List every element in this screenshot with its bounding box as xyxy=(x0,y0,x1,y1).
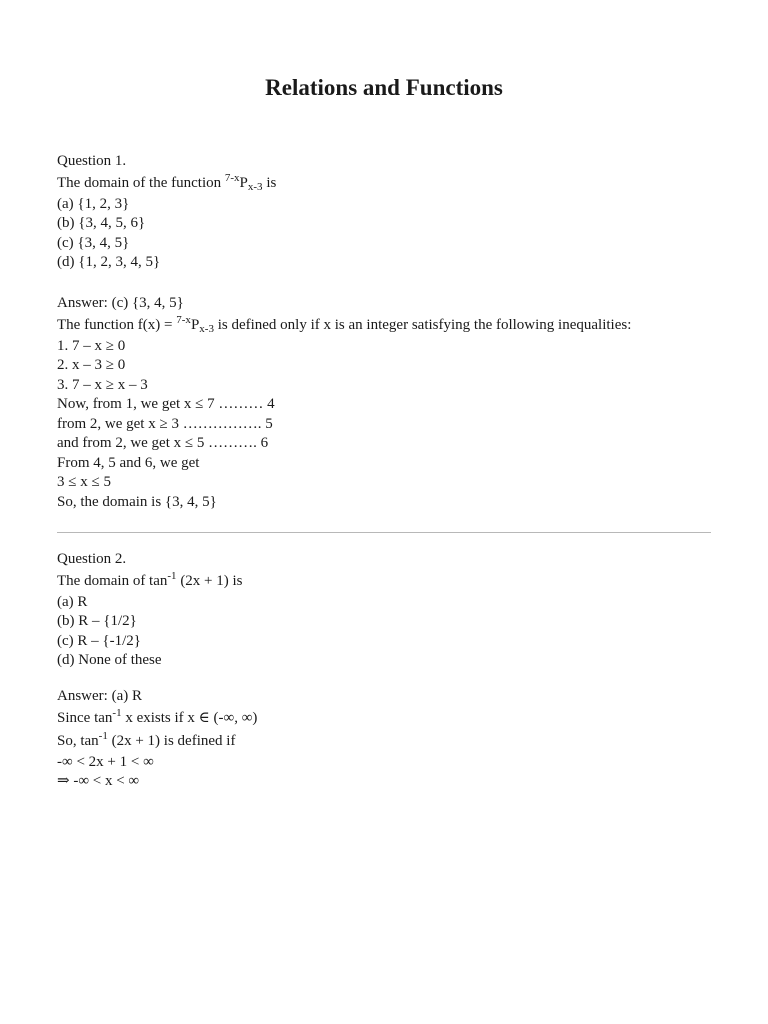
question-2 xyxy=(57,550,717,671)
answer-2-so: So, $\tan^{-1} (2x + 1)$ is defined if xyxy=(57,729,236,749)
question-2-option-d: (d) None of these xyxy=(57,652,162,668)
question-1-option-b: (b) {3, 4, 5, 6} xyxy=(57,215,146,231)
question-1-option-a: (a) {1, 2, 3} xyxy=(57,195,130,212)
answer-2 xyxy=(57,687,717,792)
question-2-label: Question 2. xyxy=(57,551,127,567)
answer-2-label: Answer: (a) R xyxy=(57,688,142,704)
answer-1-label: Answer: (c) {3, 4, 5} xyxy=(57,295,184,311)
answer-1-step: from 2, we get x ≥ 3 ……………. 5 xyxy=(57,415,273,432)
question-2-stem: The domain of $\tan^{-1} (2x + 1)$ is xyxy=(57,569,243,589)
section-divider xyxy=(57,532,711,533)
page-title: Relations and Functions xyxy=(265,75,503,100)
answer-1-step: So, the domain is {3, 4, 5} xyxy=(57,493,217,510)
answer-1-step: 3. 7 – x ≥ x – 3 xyxy=(57,376,148,393)
answer-1-step: Now, from 1, we get x ≤ 7 ……… 4 xyxy=(57,396,275,412)
answer-1-step: 3 ≤ x ≤ 5 xyxy=(57,474,111,490)
answer-1-step: From 4, 5 and 6, we get xyxy=(57,454,200,471)
question-2-option-c: (c) R – {-1/2} xyxy=(57,632,141,649)
answer-1-intro: The function $f(x) = ^{7-x}P_{x-3}$ is defined only if x is an integer satisfying the following inequalities: xyxy=(57,313,632,335)
question-2-option-b: (b) R – {1/2} xyxy=(57,613,137,629)
answer-1-step: 1. 7 – x ≥ 0 xyxy=(57,337,126,354)
answer-2-step: -∞ < 2x + 1 < ∞ xyxy=(57,753,154,770)
question-1-option-c: (c) {3, 4, 5} xyxy=(57,234,130,251)
question-1-label: Question 1. xyxy=(57,153,127,169)
question-2-option-a: (a) R xyxy=(57,593,88,610)
question-1 xyxy=(57,152,717,273)
answer-2-step: ⇒ -∞ < x < ∞ xyxy=(57,773,140,789)
answer-1 xyxy=(57,294,717,512)
answer-1-step: and from 2, we get x ≤ 5 ………. 6 xyxy=(57,435,269,451)
question-1-stem: The domain of the function $^{7-x}P_{x-3}$ is xyxy=(57,171,277,193)
answer-1-step: 2. x – 3 ≥ 0 xyxy=(57,357,126,373)
answer-2-since: Since $\tan^{-1} x$ exists if x ∈ (-∞, ∞) xyxy=(57,706,258,726)
question-1-option-d: (d) {1, 2, 3, 4, 5} xyxy=(57,254,161,270)
